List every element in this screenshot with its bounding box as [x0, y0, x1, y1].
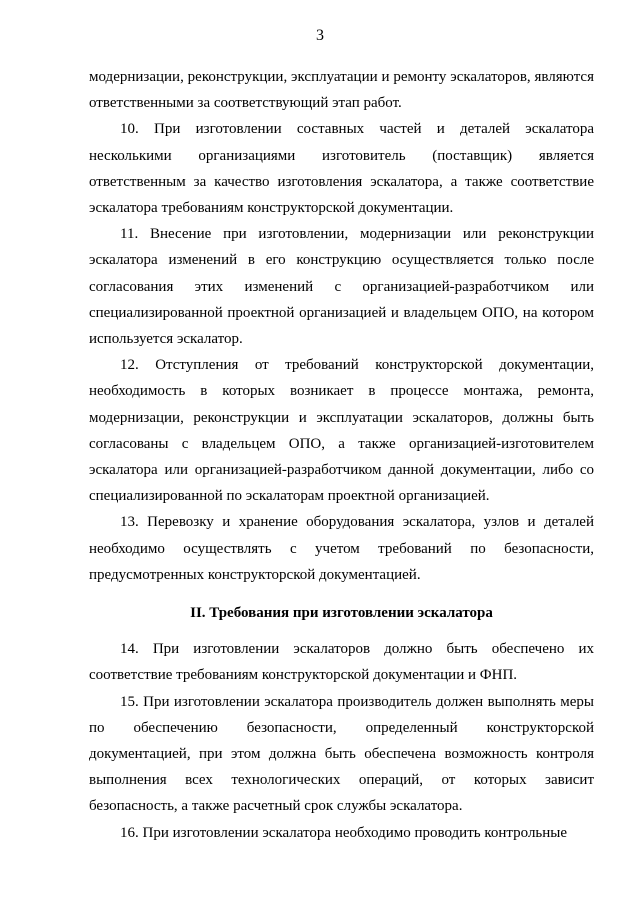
section-heading: II. Требования при изготовлении эскалатора — [190, 605, 493, 622]
paragraph-13: 13. Перевозку и хранение оборудования эскалатора, узлов и деталей необходимо осуществлять с учетом требований по безопасности, предусмотренных конструкторской документацией. — [89, 514, 594, 583]
paragraph-12: 12. Отступления от требований конструкторской документации, необходимость в которых возникает в процессе монтажа, ремонта, модернизации, реконструкции и эксплуатации эскалаторов, должны быть согласованы с владельцем ОПО, а также организацией-изготовителем эскалатора или организацией-разработчиком данной документации, либо со специализированной по эскалаторам проектной организацией. — [89, 357, 594, 505]
paragraph-10: 10. При изготовлении составных частей и деталей эскалатора несколькими организациями изготовитель (поставщик) является ответственным за качество изготовления эскалатора, а также соответствие эскалатора требованиям конструкторской документации. — [89, 121, 594, 217]
page-number: 3 — [316, 27, 324, 44]
paragraph-15: 15. При изготовлении эскалатора производитель должен выполнять меры по обеспечению безопасности, определенный конструкторской документацией, при этом должна быть обеспечена возможность контроля выполнения всех технологических операций, от которых зависит безопасность, а также расчетный срок службы эскалатора. — [89, 693, 594, 815]
paragraph-14: 14. При изготовлении эскалаторов должно быть обеспечено их соответствие требованиям конструкторской документации и ФНП. — [89, 641, 594, 684]
paragraph-16: 16. При изготовлении эскалатора необходимо проводить контрольные — [120, 824, 568, 841]
paragraph-continuation: модернизации, реконструкции, эксплуатации и ремонту эскалаторов, являются ответственными за соответствующий этап работ. — [89, 69, 594, 112]
document-body — [89, 64, 594, 846]
paragraph-11: 11. Внесение при изготовлении, модернизации или реконструкции эскалатора изменений в его конструкцию осуществляется только после согласования этих изменений с организацией-разработчиком или специализированной проектной организацией и владельцем ОПО, на котором используется эскалатор. — [89, 226, 594, 348]
